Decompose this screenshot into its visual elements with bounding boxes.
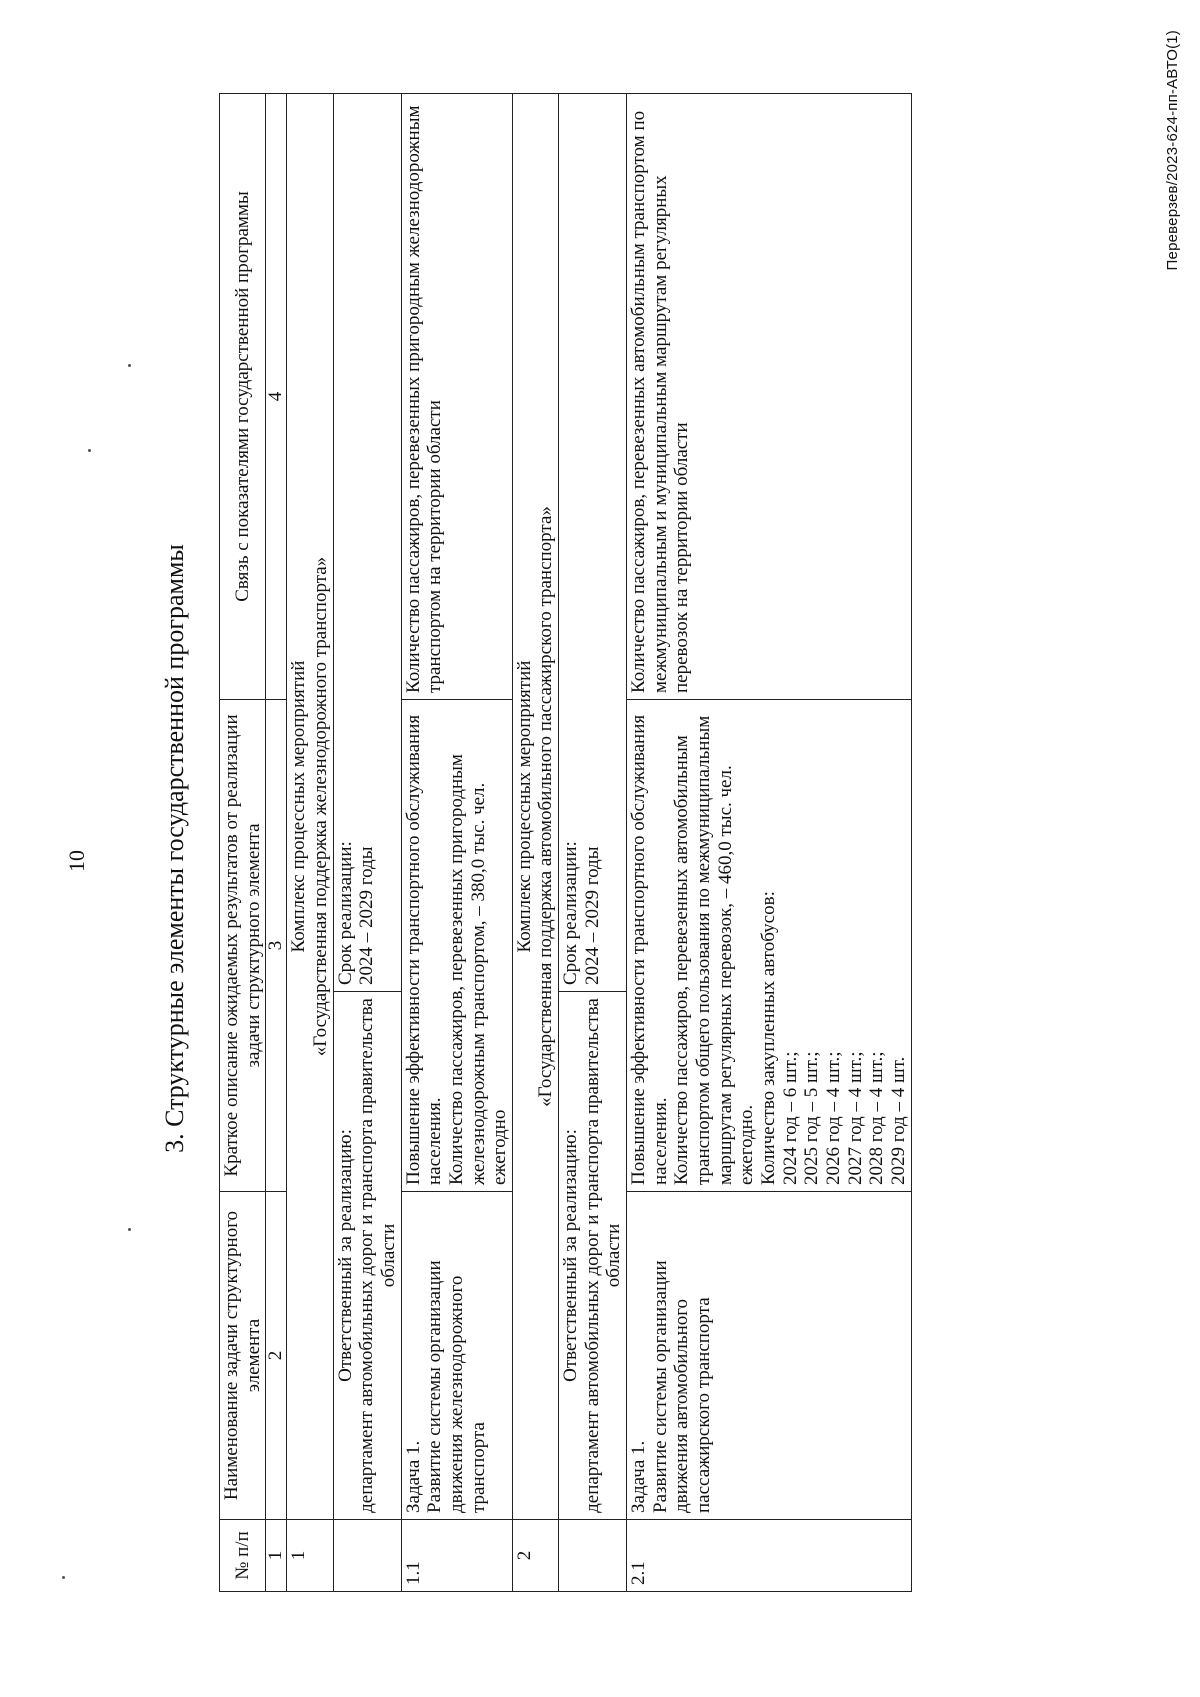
- task-name: Задача 1. Развитие системы организации движения автомобильного пассажирского транспорта: [627, 1192, 912, 1520]
- scan-speck: [88, 449, 91, 452]
- task-result: Повышение эффективности транспортного обслуживания населения. Количество пассажиров, перевезенных пригородным железнодорожным транспортом, – 380,0 тыс. чел. ежегодно: [401, 700, 512, 1192]
- column-number: 3: [266, 700, 287, 1192]
- empty-cell: [333, 1520, 401, 1592]
- column-number: 1: [266, 1520, 287, 1592]
- document-title: 3. Структурные элементы государственной программы: [160, 544, 189, 1153]
- task-indicator-link: Количество пассажиров, перевезенных пригородным железнодорожным транспортом на территории области: [401, 94, 512, 700]
- scan-speck: [128, 364, 131, 367]
- header-number: № п/п: [220, 1520, 266, 1592]
- column-number-row: [266, 94, 287, 1592]
- structural-elements-table: [219, 93, 912, 1592]
- empty-cell: [559, 1520, 627, 1592]
- task-result: Повышение эффективности транспортного обслуживания населения. Количество пассажиров, перевезенных автомобильным транспортом общего пользования по межмуниципальным маршрутам регулярных перевозок, – 460,0 тыс. чел. ежегодно. Количество закупленных автобусов: 2024 год – 6 шт.; 2025 год – 5 шт.; 2026 год – 4 шт.; 2027 год – 4 шт.; 2028 год – 4 шт.; 2029 год – 4 шт.: [627, 700, 912, 1192]
- task-name: Задача 1. Развитие системы организации движения железнодорожного транспорта: [401, 1192, 512, 1520]
- header-program-indicators: Связь с показателями государственной программы: [220, 94, 266, 700]
- column-number: 4: [266, 94, 287, 700]
- section-name: Комплекс процессных мероприятий «Государственная поддержка автомобильного пассажирского транспорта»: [512, 94, 558, 1520]
- task-number: 1.1: [401, 1520, 512, 1592]
- task-number: 2.1: [627, 1520, 912, 1592]
- header-task-name: Наименование задачи структурного элемента: [220, 1192, 266, 1520]
- responsible-row: [559, 94, 627, 1592]
- implementation-term: Срок реализации: 2024 – 2029 годы: [559, 94, 627, 992]
- scan-speck: [128, 1228, 131, 1231]
- table-header-row: [220, 94, 266, 1592]
- header-expected-results: Краткое описание ожидаемых результатов от реализации задачи структурного элемента: [220, 700, 266, 1192]
- responsible-department: Ответственный за реализацию: департамент автомобильных дорог и транспорта правительства области: [333, 992, 401, 1520]
- section-number: 2: [512, 1520, 558, 1592]
- column-number: 2: [266, 1192, 287, 1520]
- task-indicator-link: Количество пассажиров, перевезенных автомобильным транспортом по межмуниципальным и муниципальным маршрутам регулярных перевозок на территории области: [627, 94, 912, 700]
- task-row: [401, 94, 512, 1592]
- implementation-term: Срок реализации: 2024 – 2029 годы: [333, 94, 401, 992]
- page-number: 10: [64, 850, 89, 872]
- section-name: Комплекс процессных мероприятий «Государственная поддержка железнодорожного транспорта»: [287, 94, 333, 1520]
- document-code-footer: Переверзев/2023-624-пп-АВТО(1): [1164, 30, 1181, 271]
- section-number: 1: [287, 1520, 333, 1592]
- responsible-department: Ответственный за реализацию: департамент автомобильных дорог и транспорта правительства области: [559, 992, 627, 1520]
- responsible-row: [333, 94, 401, 1592]
- section-row: [512, 94, 558, 1592]
- task-row: [627, 94, 912, 1592]
- section-row: [287, 94, 333, 1592]
- scan-speck: [62, 1576, 65, 1579]
